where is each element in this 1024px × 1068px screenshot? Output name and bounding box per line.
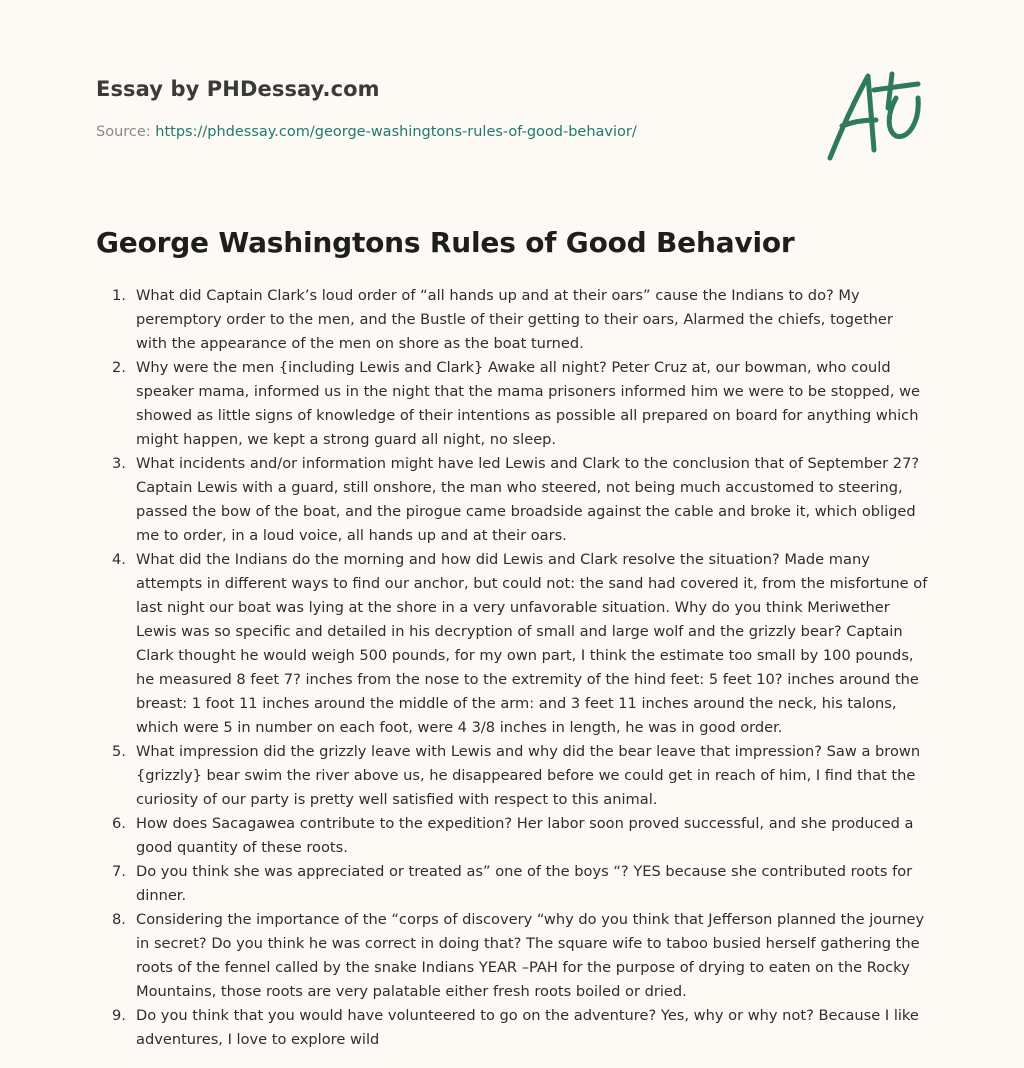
list-item-text: What impression did the grizzly leave with Lewis and why did the bear leave that impression? Saw a brown {grizzly} bear swim the river above us, he disappeared before we could get in reach of him, I find that the curiosity of our party is pretty well satisfied with respect to this animal.: [136, 743, 921, 808]
list-item: [96, 548, 928, 740]
a-plus-logo-icon: [822, 68, 930, 164]
list-item-text: Do you think that you would have volunteered to go on the adventure? Yes, why or why not? Because I like adventures, I love to explore wild: [136, 1007, 919, 1048]
list-item: [96, 740, 928, 812]
source-line: [96, 124, 637, 140]
list-item-number: 9.: [112, 1007, 126, 1024]
list-item-text: How does Sacagawea contribute to the expedition? Her labor soon proved successful, and she produced a good quantity of these roots.: [136, 815, 914, 856]
list-item-number: 2.: [112, 359, 126, 376]
list-item-number: 6.: [112, 815, 126, 832]
list-item: [96, 1004, 928, 1052]
list-item-text: Considering the importance of the “corps of discovery “why do you think that Jefferson planned the journey in secret? Do you think he was correct in doing that? The square wife to taboo busied herself gathering the roots of the fennel called by the snake Indians YEAR –PAH for the purpose of drying to eaten on the Rocky Mountains, those roots are very palatable either fresh roots boiled or dried.: [136, 911, 925, 1000]
list-item-number: 7.: [112, 863, 126, 880]
list-item-number: 4.: [112, 551, 126, 568]
list-item-number: 8.: [112, 911, 126, 928]
list-item-text: What did Captain Clark’s loud order of “all hands up and at their oars” cause the Indians to do? My peremptory order to the men, and the Bustle of their getting to their oars, Alarmed the chiefs, together with the appearance of the men on shore as the boat turned.: [136, 287, 893, 352]
list-item-number: 3.: [112, 455, 126, 472]
brand-title: Essay by PHDessay.com: [96, 77, 380, 101]
list-item: [96, 860, 928, 908]
question-answer-list: [96, 284, 928, 1052]
source-label: Source:: [96, 124, 151, 140]
list-item-text: Do you think she was appreciated or treated as” one of the boys “? YES because she contributed roots for dinner.: [136, 863, 913, 904]
list-item-text: What did the Indians do the morning and how did Lewis and Clark resolve the situation? Made many attempts in different ways to find our anchor, but could not: the sand had covered it, from the misfortune of last night our boat was lying at the shore in a very unfavorable situation. Why do you think Meriwether Lewis was so specific and detailed in his decryption of small and large wolf and the grizzly bear? Captain Clark thought he would weigh 500 pounds, for my own part, I think the estimate too small by 100 pounds, he measured 8 feet 7? inches from the nose to the extremity of the hind feet: 5 feet 10? inches around the breast: 1 foot 11 inches around the middle of the arm: and 3 feet 11 inches around the neck, his talons, which were 5 in number on each foot, were 4 3/8 inches in length, he was in good order.: [136, 551, 928, 736]
list-item-number: 5.: [112, 743, 126, 760]
list-item: [96, 812, 928, 860]
list-item-number: 1.: [112, 287, 126, 304]
list-item: [96, 452, 928, 548]
list-item: [96, 908, 928, 1004]
list-item: [96, 284, 928, 356]
source-link[interactable]: https://phdessay.com/george-washingtons-rules-of-good-behavior/: [155, 124, 637, 140]
list-item-text: Why were the men {including Lewis and Clark} Awake all night? Peter Cruz at, our bowman, who could speaker mama, informed us in the night that the mama prisoners informed him we were to be stopped, we showed as little signs of knowledge of their intentions as possible all prepared on board for anything which might happen, we kept a strong guard all night, no sleep.: [136, 359, 921, 448]
list-item: [96, 356, 928, 452]
list-item-text: What incidents and/or information might have led Lewis and Clark to the conclusion that of September 27? Captain Lewis with a guard, still onshore, the man who steered, not being much accustomed to steering, passed the bow of the boat, and the pirogue came broadside against the cable and broke it, which obliged me to order, in a loud voice, all hands up and at their oars.: [136, 455, 920, 544]
essay-title: George Washingtons Rules of Good Behavior: [96, 226, 795, 259]
